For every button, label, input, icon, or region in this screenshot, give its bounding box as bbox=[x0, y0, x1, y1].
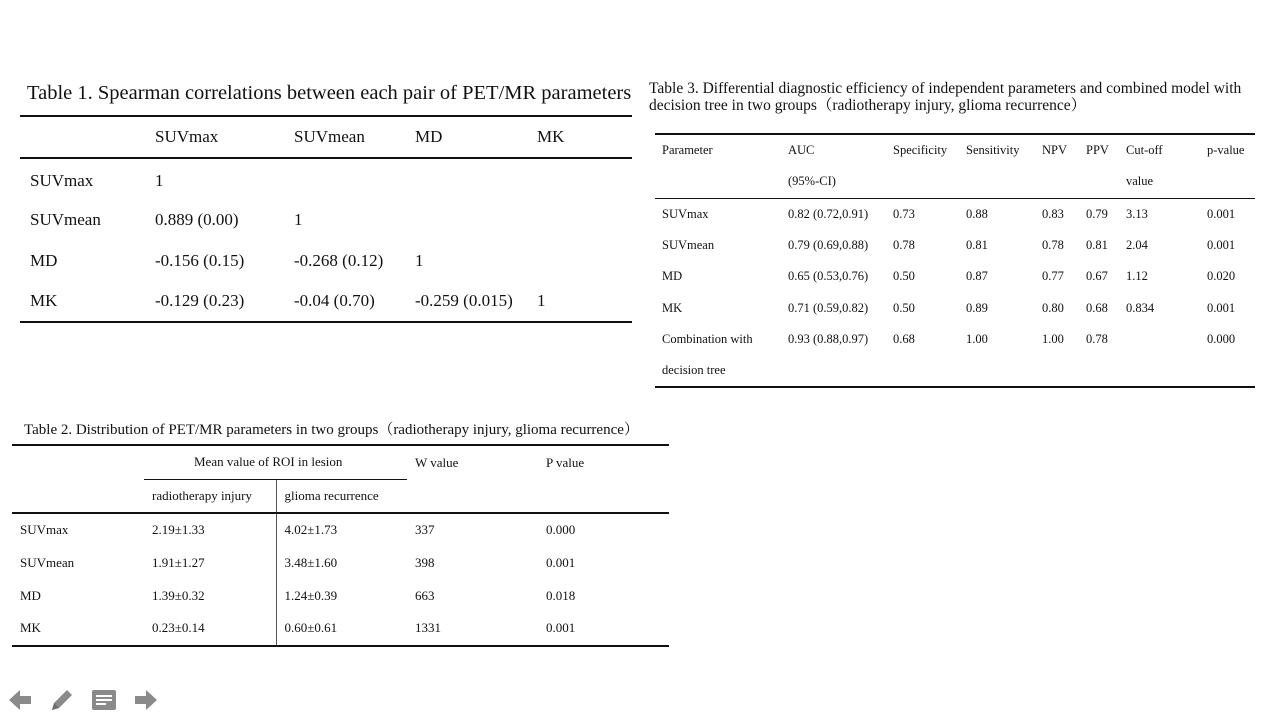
table3-cell: 1.00 bbox=[1042, 331, 1064, 346]
table3-cell bbox=[1119, 324, 1200, 355]
table3-title: Table 3. Differential diagnostic efficiency of independent parameters and combined model with decision tree in two groups（radiotherapy injury, glioma recurrence） bbox=[649, 80, 1242, 114]
table3-header-cell: p-value bbox=[1207, 143, 1245, 158]
table3-row bbox=[655, 198, 1255, 230]
table3-cell: 0.68 bbox=[893, 331, 915, 346]
table3-cell: 0.50 bbox=[893, 300, 915, 315]
table1-cell: 1 bbox=[537, 291, 546, 310]
table3-header-cell bbox=[886, 166, 959, 198]
table3-cell: SUVmax bbox=[662, 206, 709, 221]
table3-cell: MK bbox=[662, 300, 683, 315]
table2-cell: SUVmean bbox=[20, 555, 75, 571]
table3-cell: 0.88 bbox=[966, 206, 988, 221]
table1-cell: MD bbox=[30, 250, 58, 270]
table3-cell bbox=[781, 355, 886, 387]
table3-header-cell: PPV bbox=[1086, 143, 1109, 158]
table2-subheader-cell: glioma recurrence bbox=[276, 479, 407, 513]
table3-cell: 0.79 bbox=[1086, 206, 1108, 221]
table3-cell: 0.77 bbox=[1042, 269, 1064, 284]
table3-cell: 0.79 (0.69,0.88) bbox=[788, 238, 869, 253]
table3 bbox=[655, 133, 1255, 388]
back-arrow-icon bbox=[7, 687, 33, 713]
table3-cell: 0.73 bbox=[893, 206, 915, 221]
table3-row bbox=[655, 292, 1255, 323]
table1-cell: SUVmean bbox=[30, 209, 101, 229]
table3-cell: 0.001 bbox=[1207, 300, 1236, 315]
slide-notes-button[interactable] bbox=[90, 686, 118, 714]
table3-cell: 1.12 bbox=[1126, 269, 1148, 284]
table3-header-cell: Specificity bbox=[893, 143, 948, 158]
table2-cell: MD bbox=[20, 587, 41, 603]
table3-header-cell: (95%-CI) bbox=[781, 166, 886, 198]
table3-header-row bbox=[655, 134, 1255, 166]
next-slide-button[interactable] bbox=[132, 686, 160, 714]
table3-cell: 1.00 bbox=[966, 331, 988, 346]
table2-header-cell bbox=[407, 479, 538, 513]
table1-cell: -0.04 (0.70) bbox=[294, 291, 375, 310]
table2-cell: 0.60±0.61 bbox=[276, 612, 407, 646]
table2-group-header: Mean value of ROI in lesion bbox=[144, 445, 407, 479]
table3-cell bbox=[1200, 355, 1255, 387]
table3-header-cell: value bbox=[1119, 166, 1200, 198]
table3-header-cell: Parameter bbox=[662, 143, 713, 158]
table1-row bbox=[20, 158, 632, 199]
table1-cell: 0.889 (0.00) bbox=[155, 209, 239, 229]
table2-row bbox=[12, 579, 669, 612]
table1-header-cell: SUVmean bbox=[294, 127, 365, 146]
table2-title: Table 2. Distribution of PET/MR parameters in two groups（radiotherapy injury, glioma recurrence） bbox=[24, 422, 639, 438]
table3-cell: SUVmean bbox=[662, 238, 715, 253]
table1-cell bbox=[527, 199, 632, 240]
notes-icon bbox=[91, 688, 117, 712]
table3-cell bbox=[1079, 355, 1119, 387]
table2-cell: 0.018 bbox=[546, 587, 576, 603]
table1-row bbox=[20, 281, 632, 322]
table3-row bbox=[655, 261, 1255, 292]
table3-cell: 0.81 bbox=[1086, 238, 1108, 253]
table2-cell: 0.23±0.14 bbox=[152, 620, 205, 636]
table2-subheader-row bbox=[12, 479, 669, 513]
table2-cell: 1.24±0.39 bbox=[276, 579, 407, 612]
table1-header-cell: MD bbox=[415, 127, 443, 146]
table3-cell: 0.001 bbox=[1207, 206, 1236, 221]
table2-cell: 1331 bbox=[415, 620, 441, 636]
table3-cell: 0.78 bbox=[1042, 238, 1064, 253]
pen-tool-button[interactable] bbox=[48, 686, 76, 714]
table3-cell: 0.67 bbox=[1086, 269, 1108, 284]
table2-header-row bbox=[12, 445, 669, 479]
slideshow-toolbar bbox=[6, 686, 160, 714]
table1-row bbox=[20, 199, 632, 240]
table3-cell: 0.65 (0.53,0.76) bbox=[788, 269, 869, 284]
table3-cell: 0.020 bbox=[1207, 269, 1236, 284]
table1-cell bbox=[527, 158, 632, 199]
table2-cell: SUVmax bbox=[20, 522, 69, 538]
table3-cell: 3.13 bbox=[1126, 206, 1148, 221]
table3-cell: 0.000 bbox=[1207, 331, 1236, 346]
table2-cell: 398 bbox=[415, 555, 435, 571]
table2-cell: 0.001 bbox=[546, 555, 576, 571]
table3-cell: MD bbox=[662, 269, 683, 284]
previous-slide-button[interactable] bbox=[6, 686, 34, 714]
table3-cell: 2.04 bbox=[1126, 238, 1148, 253]
table1-header-row bbox=[20, 116, 632, 158]
table3-header-cell bbox=[959, 166, 1035, 198]
table2-cell: 337 bbox=[415, 522, 435, 538]
table3-cell: 0.78 bbox=[893, 238, 915, 253]
table2-cell: 663 bbox=[415, 587, 435, 603]
table3-cell: 0.93 (0.88,0.97) bbox=[788, 331, 869, 346]
table3-cell bbox=[1119, 355, 1200, 387]
table3-cell: 0.83 bbox=[1042, 206, 1064, 221]
table3-header-row bbox=[655, 166, 1255, 198]
table1-title: Table 1. Spearman correlations between each pair of PET/MR parameters bbox=[27, 82, 632, 104]
table3-header-cell bbox=[1079, 166, 1119, 198]
table2-row bbox=[12, 513, 669, 547]
table1-cell bbox=[284, 158, 405, 199]
table1-header-cell bbox=[20, 116, 145, 158]
table3-header-cell: AUC bbox=[788, 143, 815, 158]
forward-arrow-icon bbox=[133, 687, 159, 713]
table2-header-cell bbox=[12, 479, 144, 513]
table3-cell: 0.71 (0.59,0.82) bbox=[788, 300, 869, 315]
table2-subheader-cell: radiotherapy injury bbox=[144, 479, 276, 513]
table1-cell: -0.129 (0.23) bbox=[155, 291, 245, 310]
table2-header-cell bbox=[538, 479, 669, 513]
table3-header-cell bbox=[655, 166, 781, 198]
table2-header-cell: W value bbox=[415, 454, 459, 470]
table1-cell bbox=[405, 199, 527, 240]
table3-cell bbox=[1035, 355, 1079, 387]
table3-header-cell: Cut-off bbox=[1126, 143, 1163, 158]
table3-cell: decision tree bbox=[662, 363, 726, 378]
table2-cell: 0.000 bbox=[546, 522, 576, 538]
table3-row bbox=[655, 355, 1255, 387]
table2 bbox=[12, 444, 669, 647]
table3-row bbox=[655, 230, 1255, 261]
table2-cell: 1.39±0.32 bbox=[152, 587, 205, 603]
table1-cell: -0.259 (0.015) bbox=[415, 291, 513, 310]
table3-cell bbox=[959, 355, 1035, 387]
table1-cell: 1 bbox=[294, 209, 303, 229]
table3-cell: 0.50 bbox=[893, 269, 915, 284]
table1-cell bbox=[527, 240, 632, 281]
table3-row bbox=[655, 324, 1255, 355]
table2-header-cell: P value bbox=[546, 454, 585, 470]
table3-header-cell bbox=[1035, 166, 1079, 198]
table3-cell bbox=[886, 355, 959, 387]
table2-cell: 3.48±1.60 bbox=[276, 547, 407, 580]
table1-row bbox=[20, 240, 632, 281]
table2-cell: 2.19±1.33 bbox=[152, 522, 205, 538]
table2-cell: 4.02±1.73 bbox=[276, 513, 407, 547]
table1-cell: 1 bbox=[155, 171, 164, 190]
table1-cell: 1 bbox=[415, 250, 424, 270]
table1-cell bbox=[405, 158, 527, 199]
table1 bbox=[20, 115, 632, 323]
table2-cell: MK bbox=[20, 620, 41, 636]
table3-cell: 0.78 bbox=[1086, 331, 1108, 346]
table2-row bbox=[12, 612, 669, 646]
table3-header-cell: NPV bbox=[1042, 143, 1068, 158]
table3-cell: 0.80 bbox=[1042, 300, 1064, 315]
table1-cell: SUVmax bbox=[30, 171, 94, 190]
table1-cell: -0.156 (0.15) bbox=[155, 250, 245, 270]
table3-header-cell: Sensitivity bbox=[966, 143, 1020, 158]
table3-header-cell bbox=[1200, 166, 1255, 198]
table3-cell: 0.89 bbox=[966, 300, 988, 315]
table2-header-cell bbox=[12, 445, 144, 479]
table3-cell: 0.001 bbox=[1207, 238, 1236, 253]
table3-cell: 0.82 (0.72,0.91) bbox=[788, 206, 869, 221]
table2-cell: 1.91±1.27 bbox=[152, 555, 205, 571]
table1-header-cell: SUVmax bbox=[155, 127, 219, 146]
table3-cell: 0.81 bbox=[966, 238, 988, 253]
table2-row bbox=[12, 547, 669, 580]
table3-cell: 0.834 bbox=[1126, 300, 1155, 315]
table1-cell: -0.268 (0.12) bbox=[294, 250, 384, 270]
table1-header-cell: MK bbox=[537, 127, 565, 146]
table3-cell: Combination with bbox=[662, 331, 753, 346]
table3-cell: 0.87 bbox=[966, 269, 988, 284]
table3-cell: 0.68 bbox=[1086, 300, 1108, 315]
pen-icon bbox=[48, 686, 76, 714]
table2-cell: 0.001 bbox=[546, 620, 576, 636]
table1-cell: MK bbox=[30, 291, 58, 310]
